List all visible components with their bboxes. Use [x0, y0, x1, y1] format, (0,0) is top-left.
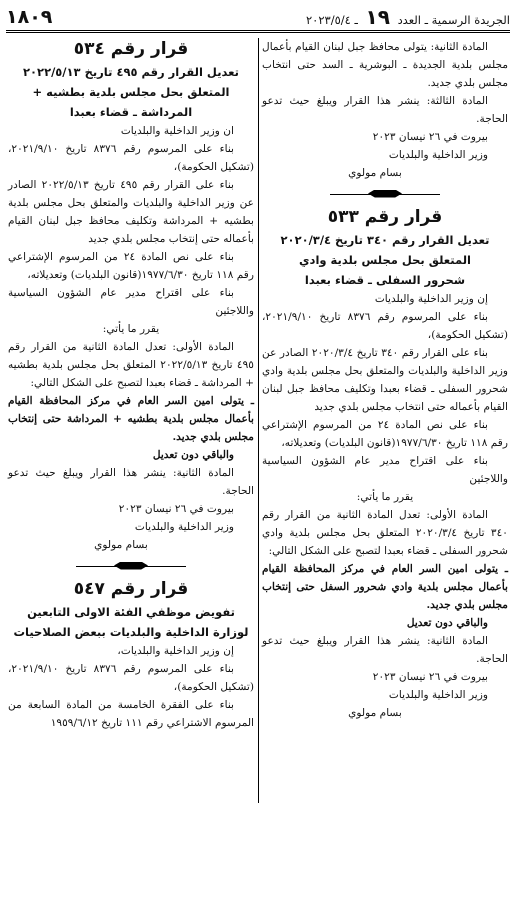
decree-533-title-1: تعديل القرار رقم ٣٤٠ تاريخ ٢٠٢٠/٣/٤	[280, 233, 490, 247]
decree-534-rest: والباقي دون تعديل	[152, 449, 234, 461]
decree-534-ruling: ـ يتولى امين السر العام في مركز المحافظة القيام بأعمال مجلس بلدية بطشيه + المرداشة حتى إنتخاب مجلس بلدي جديد.	[8, 395, 254, 443]
decree-533-ruling: ـ يتولى امين السر العام في مركز المحافظة القيام بأعمال مجلس بلدية وادي شحرور السفل حتى إنتخاب مجلس بلدي جديد.	[262, 563, 508, 611]
decree-533-title-2: المتعلق بحل مجلس بلدية وادي	[299, 253, 471, 267]
decree-533-p2: بناء على المرسوم رقم ٨٣٧٦ تاريخ ٢٠٢١/٩/١٠، (تشكيل الحكومة)،	[262, 311, 508, 341]
decree-534-p4: بناء على نص المادة ٢٤ من المرسوم الإشتراعي رقم ١١٨ تاريخ ١٩٧٧/٦/٣٠(قانون البلديات) وتعديلاته،	[8, 251, 254, 281]
page-header	[6, 6, 510, 28]
decree-533-date: بيروت في ٢٦ نيسان ٢٠٢٣	[372, 671, 488, 683]
decree-533-decides: يقرر ما يأتي:	[356, 491, 414, 503]
decree-533-p4: بناء على نص المادة ٢٤ من المرسوم الإشتراعي رقم ١١٨ تاريخ ١٩٧٧/٦/٣٠(قانون البلديات) وتعديلاته،	[262, 419, 508, 449]
decree-533-article-2: المادة الثانية: ينشر هذا القرار ويبلغ حيث تدعو الحاجة.	[262, 635, 508, 665]
decree-547-title-1: تفويض موظفي الفئة الاولى التابعين	[27, 605, 235, 619]
signature-minister: وزير الداخلية والبلديات	[388, 149, 488, 161]
decree-534-article-1: المادة الأولى: تعدل المادة الثانية من القرار رقم ٤٩٥ تاريخ ٢٠٢٢/٥/١٣ المتعلق بحل مجلس بلدية بطشيه + المرداشة ـ قضاء بعبدا لتصبح على الشكل التالي:	[8, 341, 254, 389]
decree-534-date: بيروت في ٢٦ نيسان ٢٠٢٣	[118, 503, 234, 515]
issue-number: ١٩	[365, 5, 390, 29]
decree-534-p3: بناء على القرار رقم ٤٩٥ تاريخ ٢٠٢٢/٥/١٣ الصادر عن وزير الداخلية والبلديات والمتعلق بحل مجلس بلدية بطشيه + المرداشة وتكليف محافظ جبل لبنان القيام بأعماله حتى إنتخاب مجلس بلدي جديد	[8, 179, 254, 245]
header-rule	[6, 30, 510, 33]
column-divider	[258, 38, 259, 803]
issue-date: ـ ٢٠٢٣/٥/٤	[305, 13, 358, 27]
gazette-masthead	[306, 5, 510, 29]
decree-534-p5: بناء على اقتراح مدير عام الشؤون السياسية واللاجئين	[8, 287, 254, 317]
decree-533-minister: وزير الداخلية والبلديات	[388, 689, 488, 701]
decree-534-title-2: المتعلق بحل مجلس بلدية بطشيه +	[32, 85, 230, 99]
decree-534-article-2: المادة الثانية: ينشر هذا القرار ويبلغ حيث تدعو الحاجة.	[8, 467, 254, 497]
decree-533-name: بسام مولوي	[348, 707, 402, 719]
decree-533-title-3: شحرور السفلى ـ قضاء بعبدا	[304, 273, 466, 287]
decree-533-p5: بناء على اقتراح مدير عام الشؤون السياسية واللاجئين	[262, 455, 508, 485]
decree-547-number: قرار رقم ٥٤٧	[73, 579, 189, 599]
section-divider	[8, 556, 254, 576]
right-column	[262, 38, 508, 722]
decree-547-p2: بناء على المرسوم رقم ٨٣٧٦ تاريخ ٢٠٢١/٩/١٠، (تشكيل الحكومة)،	[8, 663, 254, 693]
decree-547-title-2: لوزارة الداخلية والبلديات ببعض الصلاحيات	[13, 625, 249, 639]
decree-533-article-1: المادة الأولى: تعدل المادة الثانية من القرار رقم ٣٤٠ تاريخ ٢٠٢٠/٣/٤ المتعلق بحل مجلس بلدية وادي شحرور السفلى ـ قضاء بعبدا لتصبح على الشكل التالي:	[262, 509, 508, 557]
signature-name: بسام مولوي	[348, 167, 402, 179]
decree-533-p1: إن وزير الداخلية والبلديات	[374, 293, 488, 305]
left-column	[8, 38, 254, 732]
decree-534-name: بسام مولوي	[94, 539, 148, 551]
section-divider	[262, 184, 508, 204]
decree-534-title-1: تعديل القرار رقم ٤٩٥ تاريخ ٢٠٢٢/٥/١٣	[23, 65, 239, 79]
decree-534-title-3: المرداشة ـ قضاء بعبدا	[69, 105, 193, 119]
page-number: ١٨٠٩	[6, 6, 53, 28]
decree-534-number: قرار رقم ٥٣٤	[73, 39, 189, 59]
decree-533-rest: والباقي دون تعديل	[406, 617, 488, 629]
article-two-prev: المادة الثانية: يتولى محافظ جبل لبنان القيام بأعمال مجلس بلدية الجديدة ـ البوشرية ـ السد حتى انتخاب مجلس بلدي جديد.	[262, 41, 508, 89]
gazette-title: الجريدة الرسمية ـ العدد	[397, 13, 510, 27]
decree-534-p1: ان وزير الداخلية والبلديات	[120, 125, 234, 137]
decree-547-p1: إن وزير الداخلية والبلديات،	[117, 645, 234, 657]
article-three-prev: المادة الثالثة: ينشر هذا القرار ويبلغ حيث تدعو الحاجة.	[262, 95, 508, 125]
signature-date: بيروت في ٢٦ نيسان ٢٠٢٣	[372, 131, 488, 143]
decree-534-minister: وزير الداخلية والبلديات	[134, 521, 234, 533]
decree-534-decides: يقرر ما يأتي:	[102, 323, 160, 335]
decree-547-p3: بناء على الفقرة الخامسة من المادة السابعة من المرسوم الاشتراعي رقم ١١١ تاريخ ١٩٥٩/٦/١٢	[8, 699, 254, 729]
decree-534-p2: بناء على المرسوم رقم ٨٣٧٦ تاريخ ٢٠٢١/٩/١٠، (تشكيل الحكومة)،	[8, 143, 254, 173]
decree-533-number: قرار رقم ٥٣٣	[327, 207, 443, 227]
decree-533-p3: بناء على القرار رقم ٣٤٠ تاريخ ٢٠٢٠/٣/٤ الصادر عن وزير الداخلية والبلديات والمتعلق بحل مجلس بلدية وادي شحرور السفلى ـ قضاء بعبدا وتكليف محافظ جبل لبنان القيام بأعماله حتى انتخاب مجلس بلدي جديد	[262, 347, 508, 413]
